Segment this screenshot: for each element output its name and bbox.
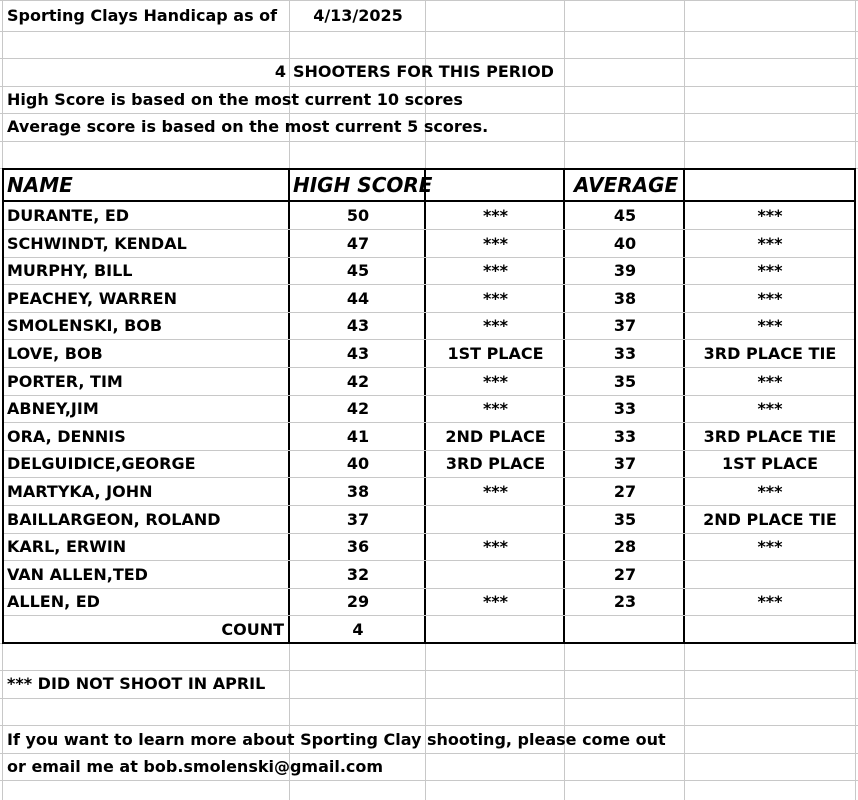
grid-line (0, 0, 858, 1)
header-name: NAME (7, 173, 73, 197)
row-high-score: 40 (346, 454, 370, 473)
title-label: Sporting Clays Handicap as of (7, 6, 278, 25)
table-border-left (2, 168, 4, 644)
shooters-count: 4 (274, 62, 286, 81)
row-high-score: 43 (346, 316, 370, 335)
row-high-note: *** (482, 289, 509, 308)
row-average-note: *** (757, 372, 783, 391)
row-high-note: *** (482, 206, 509, 225)
row-average-note: *** (757, 537, 783, 556)
row-average: 45 (613, 206, 637, 225)
row-average-note: *** (757, 261, 783, 280)
row-high-score: 50 (346, 206, 370, 225)
row-average: 37 (613, 454, 637, 473)
row-name: PEACHEY, WARREN (7, 289, 177, 308)
footnote: *** DID NOT SHOOT IN APRIL (7, 674, 266, 693)
table-border-top (2, 168, 856, 170)
row-high-note: 1ST PLACE (447, 344, 544, 363)
shooters-label: SHOOTERS FOR THIS PERIOD (293, 62, 554, 81)
row-high-note: *** (482, 261, 509, 280)
row-average-note: *** (757, 592, 783, 611)
row-high-score: 44 (346, 289, 370, 308)
row-average: 33 (613, 427, 637, 446)
row-average-note: *** (757, 399, 783, 418)
grid-line (0, 31, 858, 32)
row-high-note (426, 561, 565, 588)
row-high-note: *** (482, 482, 509, 501)
row-high-score: 38 (346, 482, 370, 501)
row-name: SMOLENSKI, BOB (7, 316, 163, 335)
row-name: VAN ALLEN,TED (7, 565, 148, 584)
row-divider (4, 615, 854, 616)
row-average: 37 (613, 316, 637, 335)
row-average-note: *** (757, 482, 783, 501)
row-average-note: 2ND PLACE TIE (703, 510, 837, 529)
row-name: DURANTE, ED (7, 206, 130, 225)
row-high-note: *** (482, 234, 509, 253)
row-high-score: 29 (346, 592, 370, 611)
row-name: MURPHY, BILL (7, 261, 133, 280)
row-high-score: 41 (346, 427, 370, 446)
count-label: COUNT (221, 620, 284, 639)
note-average: Average score is based on the most current 5 scores. (7, 117, 489, 136)
row-average: 35 (613, 372, 637, 391)
header-average: AVERAGE (574, 173, 679, 197)
table-border-bottom (2, 642, 856, 644)
row-name: MARTYKA, JOHN (7, 482, 153, 501)
row-name: ORA, DENNIS (7, 427, 126, 446)
grid-line (0, 780, 858, 781)
count-value: 4 (352, 620, 364, 639)
contact-line-2: or email me at bob.smolenski@gmail.com (7, 757, 384, 776)
row-high-score: 43 (346, 344, 370, 363)
row-high-note: *** (482, 592, 509, 611)
row-high-note: *** (482, 537, 509, 556)
row-high-score: 36 (346, 537, 370, 556)
row-average-note: 3RD PLACE TIE (703, 344, 837, 363)
row-name: DELGUIDICE,GEORGE (7, 454, 196, 473)
row-average: 28 (613, 537, 637, 556)
row-average-note (685, 561, 855, 588)
row-average: 23 (613, 592, 637, 611)
title-date: 4/13/2025 (313, 6, 403, 25)
row-name: KARL, ERWIN (7, 537, 127, 556)
note-high-score: High Score is based on the most current 10 scores (7, 90, 463, 109)
row-name: BAILLARGEON, ROLAND (7, 510, 221, 529)
row-name: SCHWINDT, KENDAL (7, 234, 187, 253)
row-average: 39 (613, 261, 637, 280)
row-average: 27 (613, 482, 637, 501)
row-average-note: 1ST PLACE (721, 454, 819, 473)
row-high-score: 32 (346, 565, 370, 584)
row-name: ABNEY,JIM (7, 399, 99, 418)
row-high-score: 45 (346, 261, 370, 280)
row-average-note: *** (757, 316, 783, 335)
row-average: 33 (613, 344, 637, 363)
row-average: 27 (613, 565, 637, 584)
row-name: PORTER, TIM (7, 372, 123, 391)
grid-line (0, 698, 858, 699)
row-high-note: *** (482, 399, 509, 418)
row-high-note: *** (482, 316, 509, 335)
grid-line (0, 141, 858, 142)
row-high-score: 47 (346, 234, 370, 253)
row-average-note: *** (757, 289, 783, 308)
row-average: 40 (613, 234, 637, 253)
row-high-score: 42 (346, 372, 370, 391)
row-average-note: 3RD PLACE TIE (703, 427, 837, 446)
row-average: 35 (613, 510, 637, 529)
row-average-note: *** (757, 206, 783, 225)
contact-line-1: If you want to learn more about Sporting Clay shooting, please come out (7, 730, 666, 749)
row-name: ALLEN, ED (7, 592, 100, 611)
row-name: LOVE, BOB (7, 344, 103, 363)
row-high-note: *** (482, 372, 509, 391)
row-high-score: 42 (346, 399, 370, 418)
row-high-note (426, 506, 565, 533)
row-average: 33 (613, 399, 637, 418)
row-high-note: 3RD PLACE (445, 454, 546, 473)
row-average-note: *** (757, 234, 783, 253)
row-high-note: 2ND PLACE (445, 427, 546, 446)
row-high-score: 37 (346, 510, 370, 529)
header-high-score: HIGH SCORE (293, 173, 433, 197)
row-average: 38 (613, 289, 637, 308)
